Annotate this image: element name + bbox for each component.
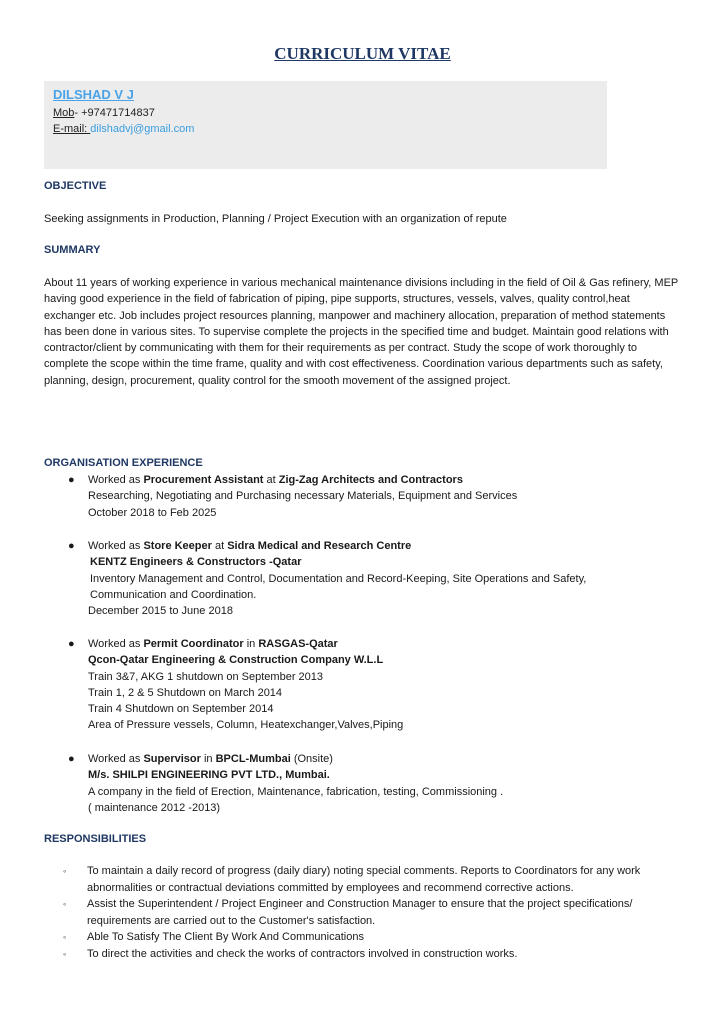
entry-line: Area of Pressure vessels, Column, Heatexchanger,Valves,Piping	[88, 719, 404, 732]
objective-heading: OBJECTIVE	[44, 180, 107, 192]
experience-title	[68, 636, 688, 652]
bullet: ●	[68, 540, 75, 552]
mobile-line	[53, 107, 155, 119]
responsibilities-heading: RESPONSIBILITIES	[44, 833, 147, 845]
entry-line: A company in the field of Erection, Maintenance, fabrication, testing, Commissioning .	[88, 785, 504, 798]
company-name: KENTZ Engineers & Constructors -Qatar	[90, 556, 302, 569]
entry-suffix: (Onsite)	[290, 753, 333, 765]
experience-title	[68, 751, 688, 767]
experience-title	[68, 472, 688, 488]
job-role: Supervisor	[143, 753, 201, 765]
employer: Sidra Medical and Research Centre	[227, 540, 412, 552]
entry-connector: in	[243, 638, 259, 650]
job-role: Store Keeper	[143, 540, 212, 552]
list-item-text: Assist the Superintendent / Project Engineer and Construction Manager to ensure that the project specifications/ requirements are carried out to the Customer's satisfaction.	[87, 898, 633, 927]
entry-connector: at	[263, 474, 279, 486]
experience-entry-3	[68, 636, 688, 734]
objective-text: Seeking assignments in Production, Planning / Project Execution with an organization of repute	[44, 213, 507, 225]
entry-prefix: Worked as	[88, 753, 144, 765]
entry-line: Train 3&7, AKG 1 shutdown on September 2013	[88, 670, 324, 683]
email-line	[53, 123, 194, 135]
entry-connector: at	[211, 540, 228, 552]
job-role: Procurement Assistant	[143, 474, 264, 486]
company-name: M/s. SHILPI ENGINEERING PVT LTD., Mumbai.	[88, 769, 330, 782]
entry-line: Train 4 Shutdown on September 2014	[88, 703, 274, 716]
summary-heading: SUMMARY	[44, 244, 101, 256]
document-title: CURRICULUM VITAE	[274, 44, 451, 63]
bullet: ●	[68, 753, 75, 765]
entry-line: Train 1, 2 & 5 Shutdown on March 2014	[88, 686, 283, 699]
mobile-number: - +97471714837	[74, 107, 155, 119]
entry-line: Communication and Coordination.	[90, 588, 257, 601]
list-item	[63, 929, 693, 946]
entry-prefix: Worked as	[88, 540, 144, 552]
entry-dates: December 2015 to June 2018	[88, 605, 233, 618]
bullet: ◦	[63, 932, 67, 942]
list-item	[63, 896, 693, 929]
entry-prefix: Worked as	[88, 638, 144, 650]
experience-title	[68, 538, 688, 554]
list-item-text: Able To Satisfy The Client By Work And Communications	[87, 931, 364, 943]
entry-connector: in	[200, 753, 216, 765]
job-role: Permit Coordinator	[143, 638, 244, 650]
responsibilities-list	[63, 863, 693, 962]
list-item-text: To maintain a daily record of progress (daily diary) noting special comments. Reports to Coordinators for any work abnormalities or contractual deviations committed by employees and recommend corrective actions.	[87, 865, 641, 894]
candidate-name: DILSHAD V J	[53, 87, 134, 102]
employer: BPCL-Mumbai	[215, 753, 291, 765]
entry-line: Inventory Management and Control, Documentation and Record-Keeping, Site Operations and Safety,	[90, 572, 587, 585]
bullet: ◦	[63, 948, 67, 959]
list-item	[63, 946, 693, 963]
entry-dates: October 2018 to Feb 2025	[88, 506, 217, 519]
bullet: ◦	[63, 866, 67, 876]
bullet: ●	[68, 474, 75, 486]
bullet: ◦	[63, 899, 67, 909]
email-link[interactable]: dilshadvj@gmail.com	[90, 123, 195, 135]
employer: RASGAS-Qatar	[258, 638, 338, 650]
entry-line: ( maintenance 2012 -2013)	[88, 801, 221, 814]
entry-line: Researching, Negotiating and Purchasing necessary Materials, Equipment and Services	[88, 490, 518, 503]
summary-text: About 11 years of working experience in various mechanical maintenance divisions including in the field of Oil & Gas refinery, MEP having good experience in the field of fabrication of piping, pipe supports, structures, vessels, valves, quality control,heat exchanger etc. Job includes project resources planning, manpower and machinery allocation, preparation of method statements has been done in various sites. To supervise complete the projects in the specified time and budget. Maintain good relations with contractor/client by communicating with them for their requirements as per contract. Study the scope of work thoroughly to complete the scope within the time frame, quality and with cost effectiveness. Coordination various departments such as safety, planning, design, procurement, quality control for the smooth movement of the assigned project.	[44, 277, 679, 387]
employer: Zig-Zag Architects and Contractors	[278, 474, 463, 486]
mobile-label: Mob	[53, 107, 75, 119]
list-item-text: To direct the activities and check the works of contractors involved in construction works.	[87, 947, 518, 960]
bullet: ●	[68, 638, 75, 650]
experience-entry-2	[68, 538, 688, 619]
company-name: Qcon-Qatar Engineering & Construction Company W.L.L	[88, 654, 384, 667]
experience-entry-4	[68, 751, 688, 816]
experience-heading: ORGANISATION EXPERIENCE	[44, 457, 203, 469]
experience-entry-1	[68, 472, 688, 521]
list-item	[63, 863, 693, 896]
email-label: E-mail:	[53, 123, 91, 135]
contact-box	[44, 81, 607, 169]
entry-prefix: Worked as	[88, 474, 144, 486]
